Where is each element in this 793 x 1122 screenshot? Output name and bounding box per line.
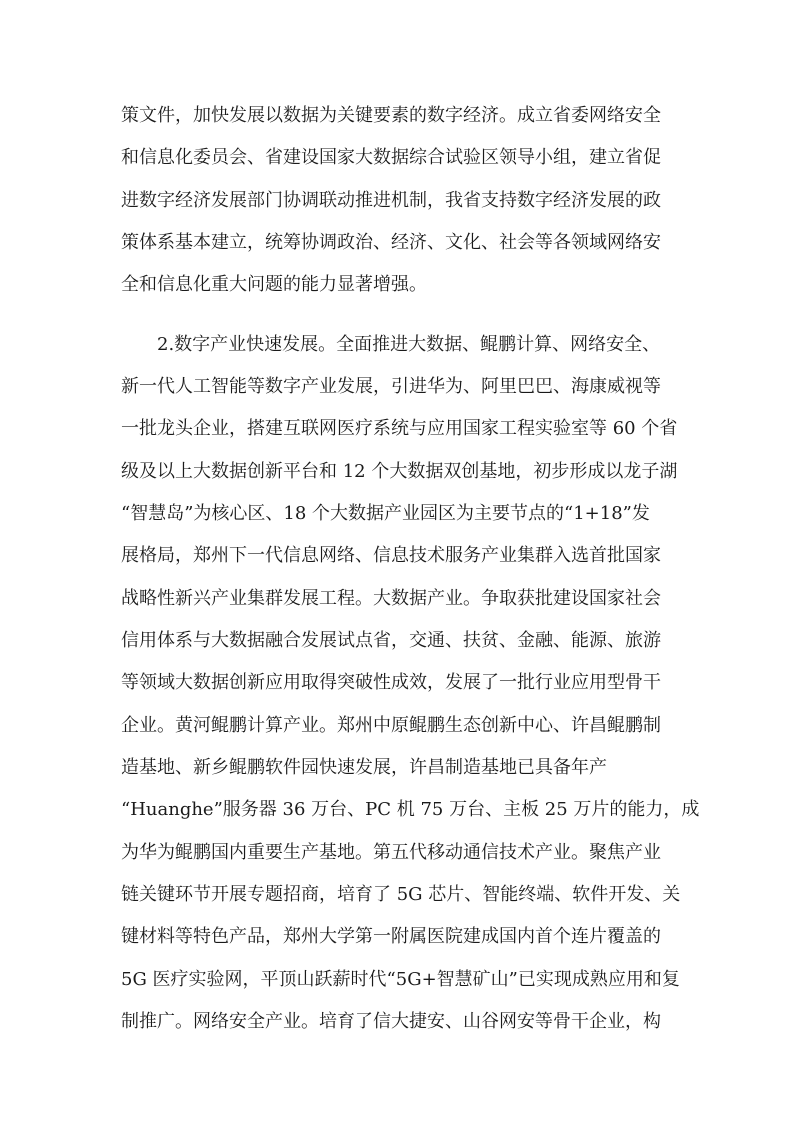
paragraph-line: 策体系基本建立，统筹协调政治、经济、文化、社会等各领域网络安 — [121, 232, 661, 253]
paragraph-line: 战略性新兴产业集群发展工程。大数据产业。争取获批建设国家社会 — [121, 588, 661, 609]
paragraph-line: 链关键环节开展专题招商，培育了 5G 芯片、智能终端、软件开发、关 — [121, 884, 681, 905]
paragraph-line: 为华为鲲鹏国内重要生产基地。第五代移动通信技术产业。聚焦产业 — [121, 842, 661, 863]
paragraph-line: 全和信息化重大问题的能力显著增强。 — [121, 274, 427, 295]
paragraph-line: 策文件，加快发展以数据为关键要素的数字经济。成立省委网络安全 — [121, 105, 661, 126]
paragraph-line: 一批龙头企业，搭建互联网医疗系统与应用国家工程实验室等 60 个省 — [121, 418, 678, 439]
paragraph-line: 2.数字产业快速发展。全面推进大数据、鲲鹏计算、网络安全、 — [157, 334, 661, 355]
paragraph-line: 等领域大数据创新应用取得突破性成效，发展了一批行业应用型骨干 — [121, 672, 661, 693]
paragraph-line: 制推广。网络安全产业。培育了信大捷安、山谷网安等骨干企业，构 — [121, 1011, 661, 1032]
paragraph-line: 进数字经济发展部门协调联动推进机制，我省支持数字经济发展的政 — [121, 190, 661, 211]
paragraph-line: 企业。黄河鲲鹏计算产业。郑州中原鲲鹏生态创新中心、许昌鲲鹏制 — [121, 715, 661, 736]
paragraph-line: 展格局，郑州下一代信息网络、信息技术服务产业集群入选首批国家 — [121, 545, 661, 566]
paragraph-line: “智慧岛”为核心区、18 个大数据产业园区为主要节点的“1+18”发 — [121, 503, 650, 524]
paragraph-line: “Huanghe”服务器 36 万台、PC 机 75 万台、主板 25 万片的能力，成 — [121, 799, 700, 820]
paragraph-line: 5G 医疗实验网，平顶山跃薪时代“5G+智慧矿山”已实现成熟应用和复 — [121, 969, 680, 990]
paragraph-line: 级及以上大数据创新平台和 12 个大数据双创基地，初步形成以龙子湖 — [121, 461, 678, 482]
paragraph-line: 信用体系与大数据融合发展试点省，交通、扶贫、金融、能源、旅游 — [121, 630, 661, 651]
paragraph-line: 和信息化委员会、省建设国家大数据综合试验区领导小组，建立省促 — [121, 147, 661, 168]
paragraph-line: 新一代人工智能等数字产业发展，引进华为、阿里巴巴、海康威视等 — [121, 376, 661, 397]
paragraph-line: 键材料等特色产品，郑州大学第一附属医院建成国内首个连片覆盖的 — [121, 926, 661, 947]
paragraph-line: 造基地、新乡鲲鹏软件园快速发展，许昌制造基地已具备年产 — [121, 757, 607, 778]
